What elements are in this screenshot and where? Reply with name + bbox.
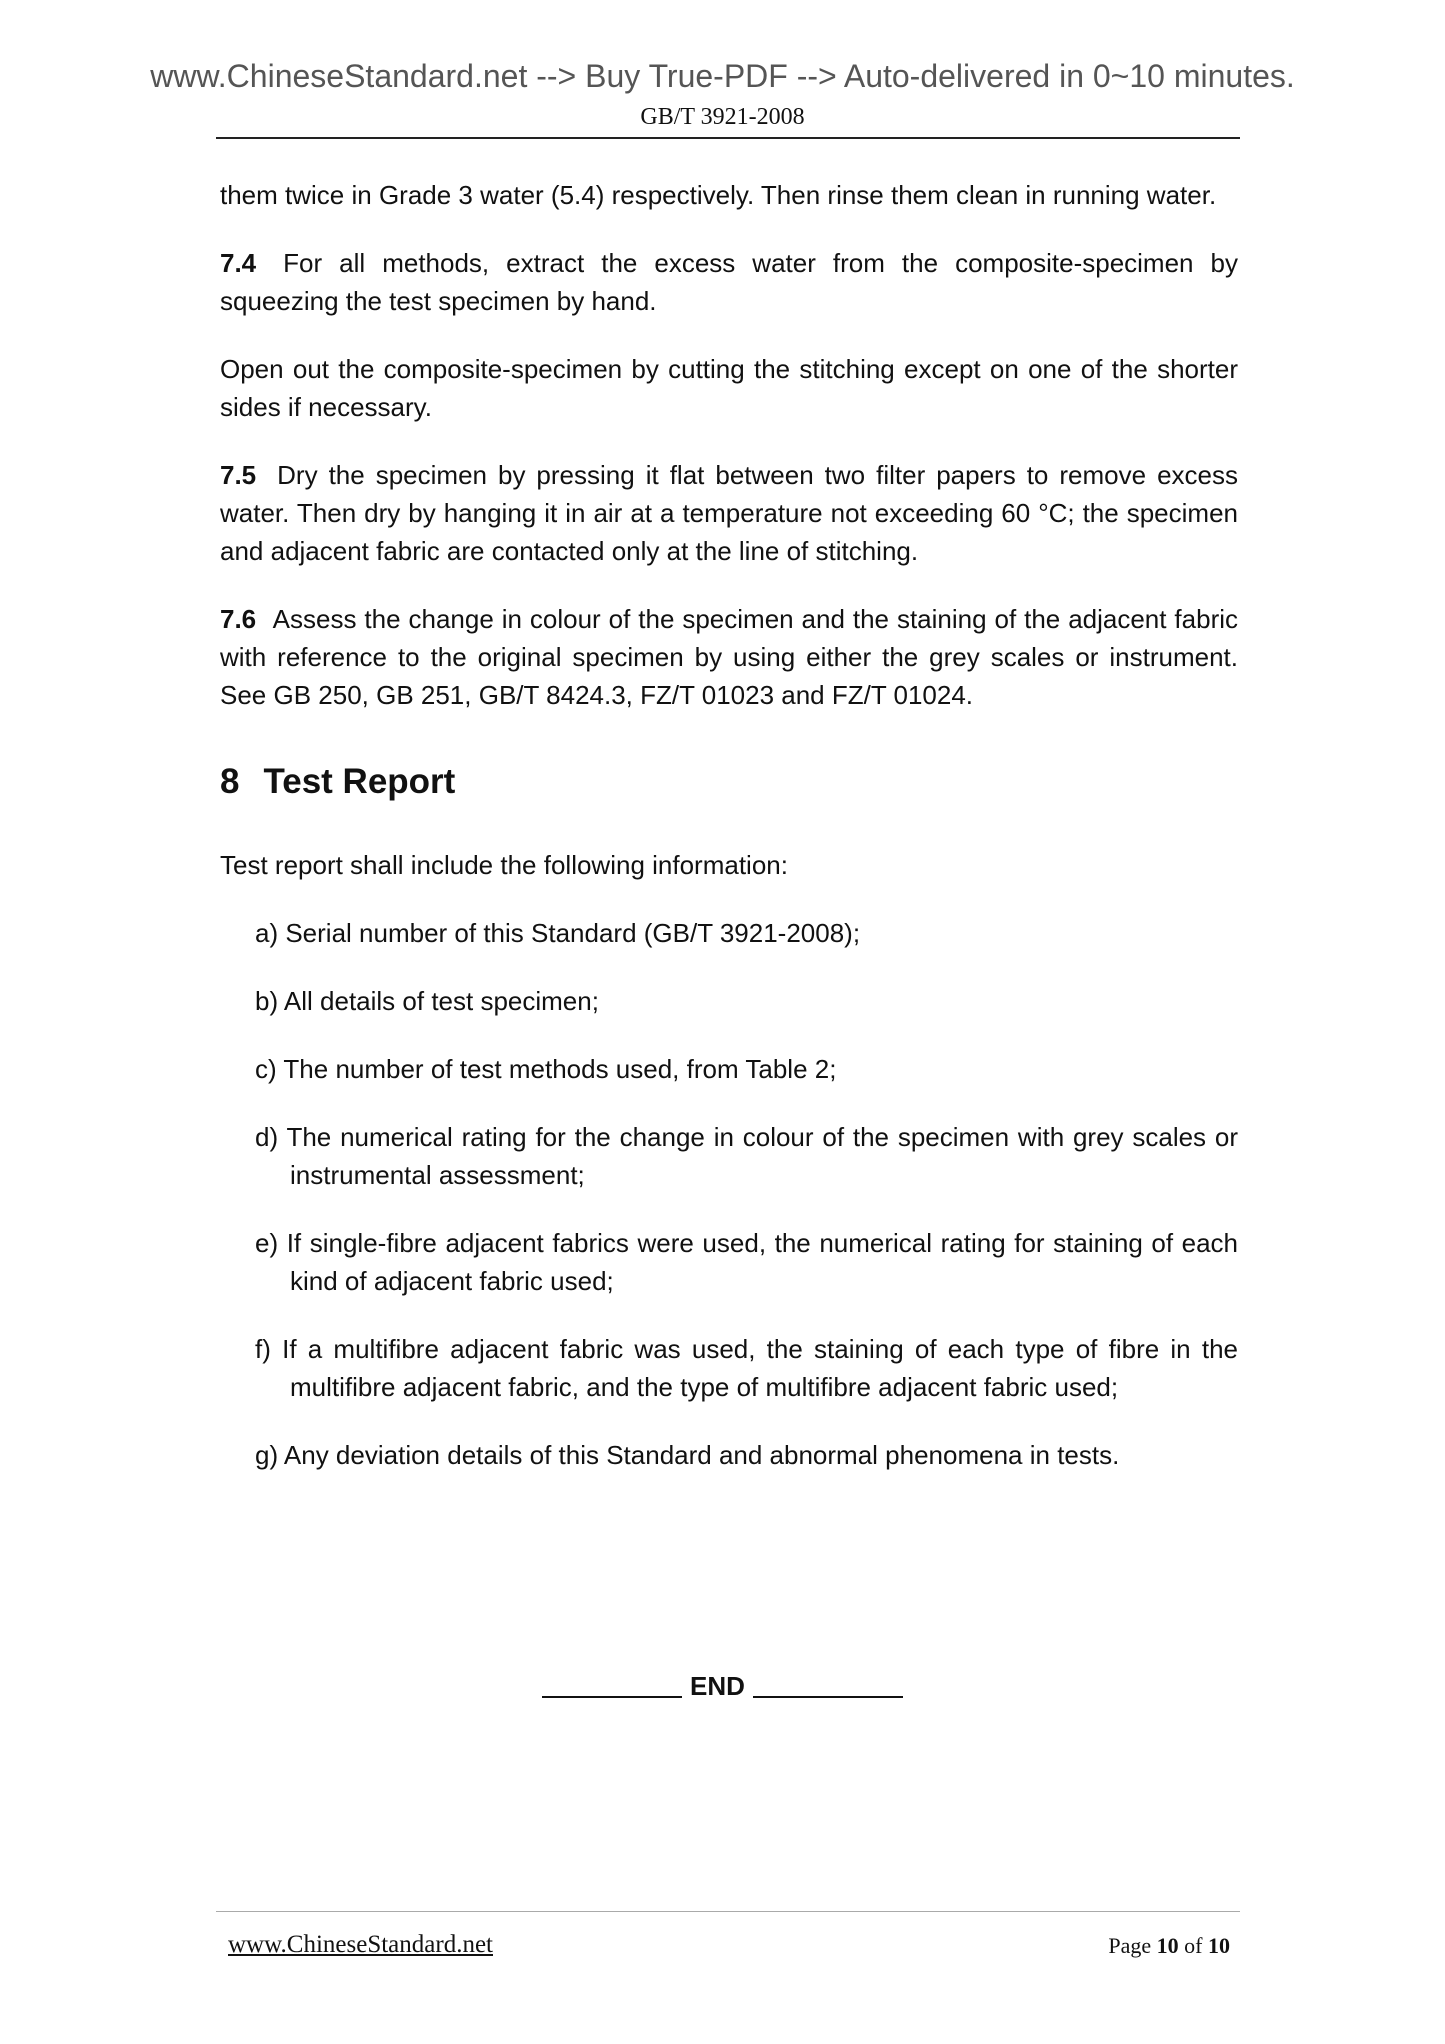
- page-current: 10: [1156, 1933, 1179, 1958]
- footer-divider: [216, 1911, 1240, 1912]
- clause-7-5: [220, 456, 1238, 570]
- clause-text: For all methods, extract the excess water from the composite-specimen by squeezing the test specimen by hand.: [220, 248, 1238, 316]
- clause-7-4: [220, 244, 1238, 320]
- end-marker: [0, 1670, 1445, 1702]
- list-item: a) Serial number of this Standard (GB/T 3921-2008);: [255, 918, 861, 948]
- header-divider: [216, 137, 1240, 139]
- open-out-paragraph: Open out the composite-specimen by cutting the stitching except on one of the shorter sides if necessary.: [220, 354, 1238, 422]
- site-banner[interactable]: www.ChineseStandard.net --> Buy True-PDF --> Auto-delivered in 0~10 minutes.: [150, 58, 1295, 94]
- end-text: END: [690, 1671, 745, 1701]
- footer-site-link[interactable]: www.ChineseStandard.net: [228, 1931, 493, 1958]
- clause-number: 7.5: [220, 460, 257, 490]
- list-item: e) If single-fibre adjacent fabrics were used, the numerical rating for staining of each kind of adjacent fabric used;: [255, 1228, 1238, 1296]
- clause-text: Dry the specimen by pressing it flat between two filter papers to remove excess water. Then dry by hanging it in air at a temperature not exceeding 60 °C; the specimen and adjacent fabric are contacted only at the line of stitching.: [220, 460, 1238, 566]
- section-8-heading: [220, 762, 1238, 802]
- list-item: d) The numerical rating for the change in colour of the specimen with grey scales or instrumental assessment;: [255, 1122, 1238, 1190]
- document-code: GB/T 3921-2008: [640, 104, 805, 130]
- page-total: 10: [1208, 1933, 1230, 1958]
- clause-text: Assess the change in colour of the specimen and the staining of the adjacent fabric with reference to the original specimen by using either the grey scales or instrument. See GB 250, GB 251, GB/T 8424.3, FZ/T 01023 and FZ/T 01024.: [220, 604, 1239, 710]
- clause-7-6: [220, 600, 1238, 714]
- clause-number: 7.6: [220, 604, 257, 634]
- list-item: f) If a multifibre adjacent fabric was used, the staining of each type of fibre in the multifibre adjacent fabric, and the type of multifibre adjacent fabric used;: [255, 1334, 1238, 1402]
- end-rule-right: [753, 1670, 903, 1698]
- section-number: 8: [220, 762, 240, 801]
- document-body: [220, 176, 1238, 1504]
- page-number: [1108, 1933, 1230, 1959]
- page-of: of: [1184, 1933, 1203, 1958]
- page-prefix: Page: [1108, 1933, 1152, 1958]
- continued-paragraph: them twice in Grade 3 water (5.4) respectively. Then rinse them clean in running water.: [220, 180, 1217, 210]
- report-intro: Test report shall include the following information:: [220, 850, 788, 880]
- section-title: Test Report: [263, 762, 456, 801]
- report-items-list: [220, 914, 1238, 1474]
- list-item: g) Any deviation details of this Standard and abnormal phenomena in tests.: [255, 1440, 1120, 1470]
- list-item: b) All details of test specimen;: [255, 986, 599, 1016]
- list-item: c) The number of test methods used, from Table 2;: [255, 1054, 837, 1084]
- clause-number: 7.4: [220, 248, 257, 278]
- end-rule-left: [542, 1670, 682, 1698]
